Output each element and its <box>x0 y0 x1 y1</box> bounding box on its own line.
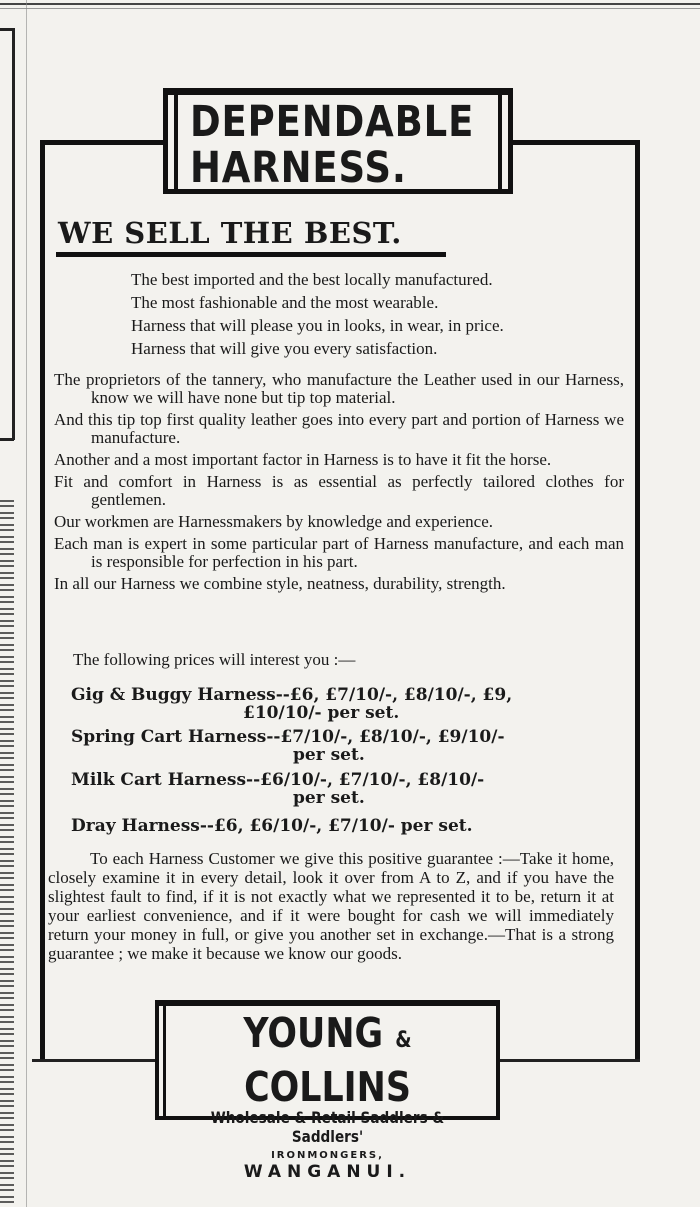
firm-name <box>184 1010 470 1110</box>
price-spring-cart <box>71 727 505 765</box>
price-gig-buggy <box>71 685 513 723</box>
intro-line: Harness that will please you in looks, in wear, in price. <box>131 316 504 335</box>
body-paragraphs <box>54 371 624 597</box>
guarantee-paragraph <box>48 849 614 963</box>
paragraph: In all our Harness we combine style, neatness, durability, strength. <box>54 574 506 593</box>
frame-bottom-rule-right <box>498 1059 640 1062</box>
price-dray <box>71 817 473 836</box>
firm-name-ampersand: & <box>395 1028 412 1053</box>
paragraph: And this tip top first quality leather goes into every part and portion of Harness we manufacture. <box>54 410 624 447</box>
price-line-text: Spring Cart Harness--£7/10/-, £8/10/-, £9/10/- <box>71 727 505 747</box>
guarantee-text: To each Harness Customer we give this positive guarantee :—Take it home, closely examine it in every detail, look it over from A to Z, and if you have the slightest fault to find, if it is not exactly what we represented it to be, return it at your earliest convenience, and if it were bought for cash we will immediately return your money in full, or give you another set in exchange.—That is a strong guarantee ; we make it because we know our goods. <box>48 849 614 963</box>
paragraph: Each man is expert in some particular part of Harness manufacture, and each man is responsible for perfection in his part. <box>54 534 624 571</box>
intro-lines <box>131 268 504 360</box>
slogan: WE SELL THE BEST. <box>58 216 402 250</box>
prices-intro: The following prices will interest you :— <box>73 650 356 669</box>
page-top-rule <box>0 3 700 5</box>
price-line-continuation: per set. <box>293 745 365 765</box>
price-line-continuation: £10/10/- per set. <box>243 703 400 723</box>
firm-name-part1: YOUNG <box>243 1009 384 1057</box>
adjacent-column-rule <box>12 28 15 440</box>
firm-signature-box <box>155 1000 500 1182</box>
paragraph: The proprietors of the tannery, who manufacture the Leather used in our Harness, know we will have none but tip top material. <box>54 370 624 407</box>
paragraph: Another and a most important factor in Harness is to have it fit the horse. <box>54 450 552 469</box>
frame-bottom-rule-left <box>32 1059 160 1062</box>
headline-box <box>163 88 513 194</box>
price-line-continuation: per set. <box>293 788 365 808</box>
price-line-text: Gig & Buggy Harness--£6, £7/10/-, £8/10/-, £9, <box>71 685 513 705</box>
headline-line-2: HARNESS. <box>190 143 407 193</box>
paragraph: Our workmen are Harnessmakers by knowledge and experience. <box>54 512 493 531</box>
price-milk-cart <box>71 770 485 808</box>
firm-town: WANGANUI. <box>243 1162 412 1182</box>
intro-line: The most fashionable and the most wearable. <box>131 293 439 312</box>
firm-description: Wholesale & Retail Saddlers & Saddlers' <box>210 1108 445 1146</box>
price-line-text: Dray Harness--£6, £6/10/-, £7/10/- per set. <box>71 816 473 836</box>
firm-name-part2: COLLINS <box>244 1063 411 1111</box>
intro-line: The best imported and the best locally manufactured. <box>131 270 493 289</box>
page-top-rule-thin <box>0 8 700 9</box>
price-line-text: Milk Cart Harness--£6/10/-, £7/10/-, £8/10/- <box>71 770 485 790</box>
adjacent-ornamental-border <box>0 500 14 1207</box>
column-gutter-line <box>26 0 27 1207</box>
slogan-underline <box>56 252 446 257</box>
paragraph: Fit and comfort in Harness is as essential as perfectly tailored clothes for gentlemen. <box>54 472 624 509</box>
adjacent-column-corner-bottom <box>0 438 14 441</box>
firm-subline: IRONMONGERS, <box>271 1150 384 1161</box>
headline-line-1: DEPENDABLE <box>190 97 475 147</box>
intro-line: Harness that will give you every satisfaction. <box>131 339 438 358</box>
